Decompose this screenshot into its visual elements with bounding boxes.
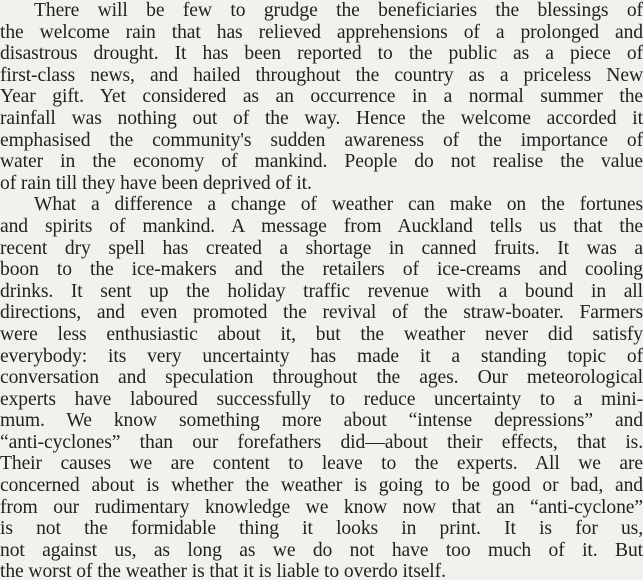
text-line: and spirits of mankind. A message from Auckland tells us that the [0, 215, 643, 237]
text-line: recent dry spell has created a shortage in canned fruits. It was a [0, 237, 643, 259]
text-line: directions, and even promoted the revival of the straw-boater. Farmers [0, 302, 643, 324]
text-line: experts have laboured successfully to reduce uncertainty to a mini- [0, 388, 643, 410]
text-line: everybody: its very uncertainty has made it a standing topic of [0, 345, 643, 367]
text-line: drinks. It sent up the holiday traffic revenue with a bound in all [0, 280, 643, 302]
text-line: concerned about is whether the weather is going to be good or bad, and [0, 475, 643, 497]
text-line: conversation and speculation throughout the ages. Our meteorological [0, 367, 643, 389]
text-line: of rain till they have been deprived of it. [0, 172, 312, 194]
text-line: Year gift. Yet considered as an occurrence in a normal summer the [0, 86, 643, 108]
text-line: “anti-cyclones” than our forefathers did—about their effects, that is. [0, 431, 643, 453]
text-line: first-class news, and hailed throughout the country as a priceless New [0, 64, 643, 86]
text-line: What a difference a change of weather can make on the fortunes [34, 194, 643, 216]
text-line: disastrous drought. It has been reported to the public as a piece of [0, 43, 643, 65]
text-line: boon to the ice-makers and the retailers of ice-creams and cooling [0, 259, 643, 281]
text-line: the worst of the weather is that it is liable to overdo itself. [0, 561, 446, 580]
text-line: not against us, as long as we do not have too much of it. But [0, 539, 643, 561]
text-line: There will be few to grudge the beneficiaries the blessings of [34, 0, 643, 21]
text-line: the welcome rain that has relieved apprehensions of a prolonged and [0, 21, 643, 43]
paragraph-2 [0, 194, 643, 580]
text-line: mum. We know something more about “intense depressions” and [0, 410, 643, 432]
text-line: from our rudimentary knowledge we know now that an “anti-cyclone” [0, 496, 643, 518]
text-line: is not the formidable thing it looks in print. It is for us, [0, 518, 643, 540]
text-line: Their causes we are content to leave to the experts. All we are [0, 453, 643, 475]
text-line: emphasised the community's sudden awareness of the importance of [0, 129, 643, 151]
text-line: were less enthusiastic about it, but the weather never did satisfy [0, 323, 643, 345]
paragraph-1 [0, 0, 643, 194]
text-line: rainfall was nothing out of the way. Hence the welcome accorded it [0, 107, 643, 129]
text-line: water in the economy of mankind. People do not realise the value [0, 151, 643, 173]
